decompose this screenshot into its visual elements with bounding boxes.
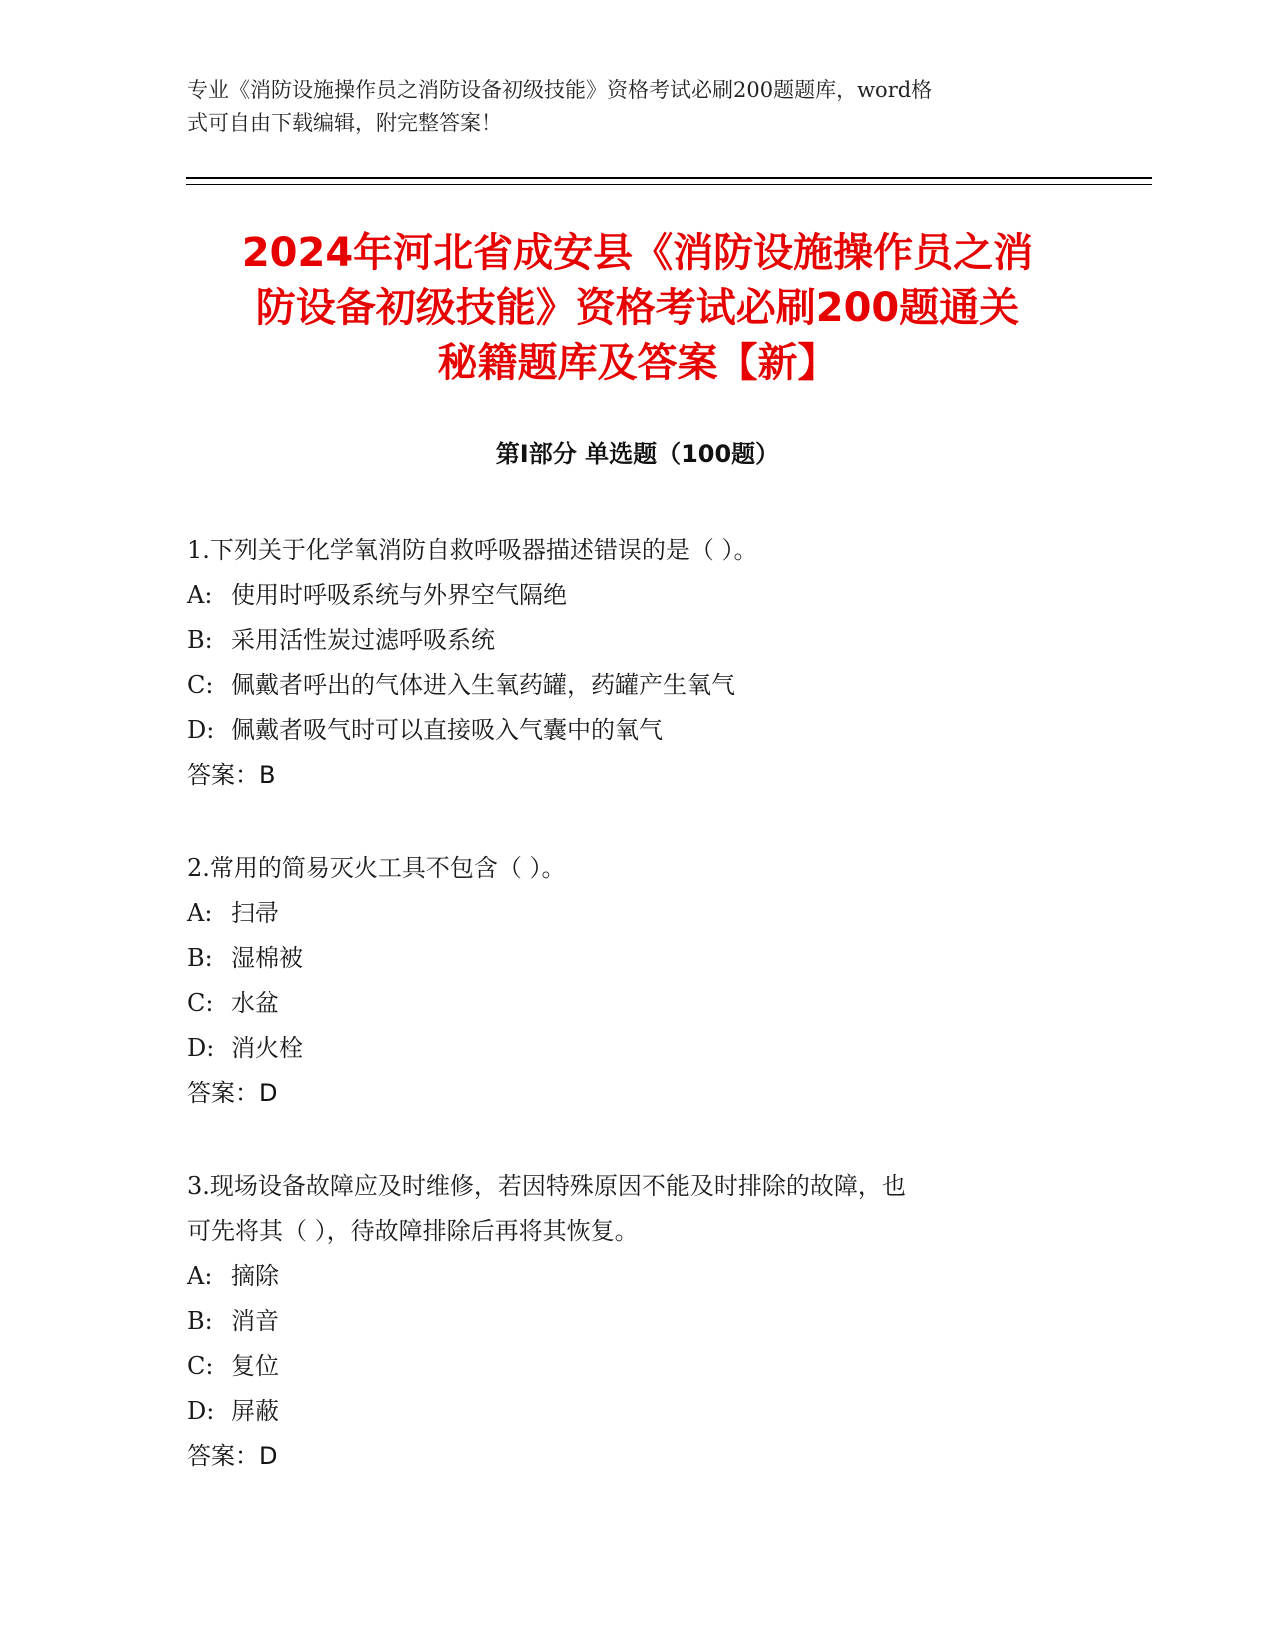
document-title xyxy=(150,226,1125,391)
document-title-line-3: 秘籍题库及答案【新】 xyxy=(437,340,838,386)
option-letter: A: xyxy=(187,581,213,609)
option-a xyxy=(187,891,1067,936)
answer: 答案：D xyxy=(187,1079,278,1107)
option-d xyxy=(187,1389,1067,1434)
question-1 xyxy=(187,528,1067,798)
option-b xyxy=(187,936,1067,981)
option-text: 佩戴者呼出的气体进入生氧药罐，药罐产生氧气 xyxy=(231,671,735,699)
option-a xyxy=(187,1254,1067,1299)
option-b xyxy=(187,618,1067,663)
option-text: 摘除 xyxy=(231,1262,279,1290)
question-2 xyxy=(187,846,1067,1116)
header-rule-thick xyxy=(186,177,1152,179)
option-c xyxy=(187,1344,1067,1389)
document-title-line-1: 2024年河北省成安县《消防设施操作员之消 xyxy=(241,230,1034,276)
option-d xyxy=(187,1026,1067,1071)
option-letter: B: xyxy=(187,944,213,972)
header-note xyxy=(187,74,1087,140)
option-text: 复位 xyxy=(231,1352,279,1380)
option-text: 水盆 xyxy=(231,989,279,1017)
section-title: 第Ⅰ部分 单选题（100题） xyxy=(495,440,780,468)
answer: 答案：D xyxy=(187,1442,278,1470)
option-letter: B: xyxy=(187,626,213,654)
option-letter: C: xyxy=(187,1352,214,1380)
header-note-line-2: 式可自由下载编辑，附完整答案！ xyxy=(187,111,502,135)
option-letter: A: xyxy=(187,1262,213,1290)
question-stem-line-2: 可先将其（ ），待故障排除后再将其恢复。 xyxy=(187,1217,639,1245)
option-letter: D: xyxy=(187,716,215,744)
option-letter: A: xyxy=(187,899,213,927)
option-letter: C: xyxy=(187,671,214,699)
option-text: 湿棉被 xyxy=(231,944,303,972)
option-d xyxy=(187,708,1067,753)
answer: 答案：B xyxy=(187,761,276,789)
option-text: 使用时呼吸系统与外界空气隔绝 xyxy=(231,581,567,609)
option-text: 佩戴者吸气时可以直接吸入气囊中的氧气 xyxy=(231,716,663,744)
option-letter: D: xyxy=(187,1034,215,1062)
question-list xyxy=(187,528,1067,1527)
option-letter: B: xyxy=(187,1307,213,1335)
question-3 xyxy=(187,1164,1067,1479)
option-text: 消音 xyxy=(231,1307,279,1335)
option-letter: C: xyxy=(187,989,214,1017)
option-text: 屏蔽 xyxy=(231,1397,279,1425)
option-c xyxy=(187,663,1067,708)
question-stem: 2.常用的简易灭火工具不包含（ ）。 xyxy=(187,854,566,882)
option-b xyxy=(187,1299,1067,1344)
question-stem-line-1: 3.现场设备故障应及时维修，若因特殊原因不能及时排除的故障，也 xyxy=(187,1172,906,1200)
header-rule-thin xyxy=(186,184,1152,185)
document-title-line-2: 防设备初级技能》资格考试必刷200题通关 xyxy=(255,285,1020,331)
header-note-line-1: 专业《消防设施操作员之消防设备初级技能》资格考试必刷200题题库，word格 xyxy=(187,78,933,102)
option-text: 消火栓 xyxy=(231,1034,303,1062)
option-a xyxy=(187,573,1067,618)
option-text: 采用活性炭过滤呼吸系统 xyxy=(231,626,495,654)
question-stem: 1.下列关于化学氧消防自救呼吸器描述错误的是（ ）。 xyxy=(187,536,758,564)
option-text: 扫帚 xyxy=(231,899,279,927)
option-letter: D: xyxy=(187,1397,215,1425)
option-c xyxy=(187,981,1067,1026)
